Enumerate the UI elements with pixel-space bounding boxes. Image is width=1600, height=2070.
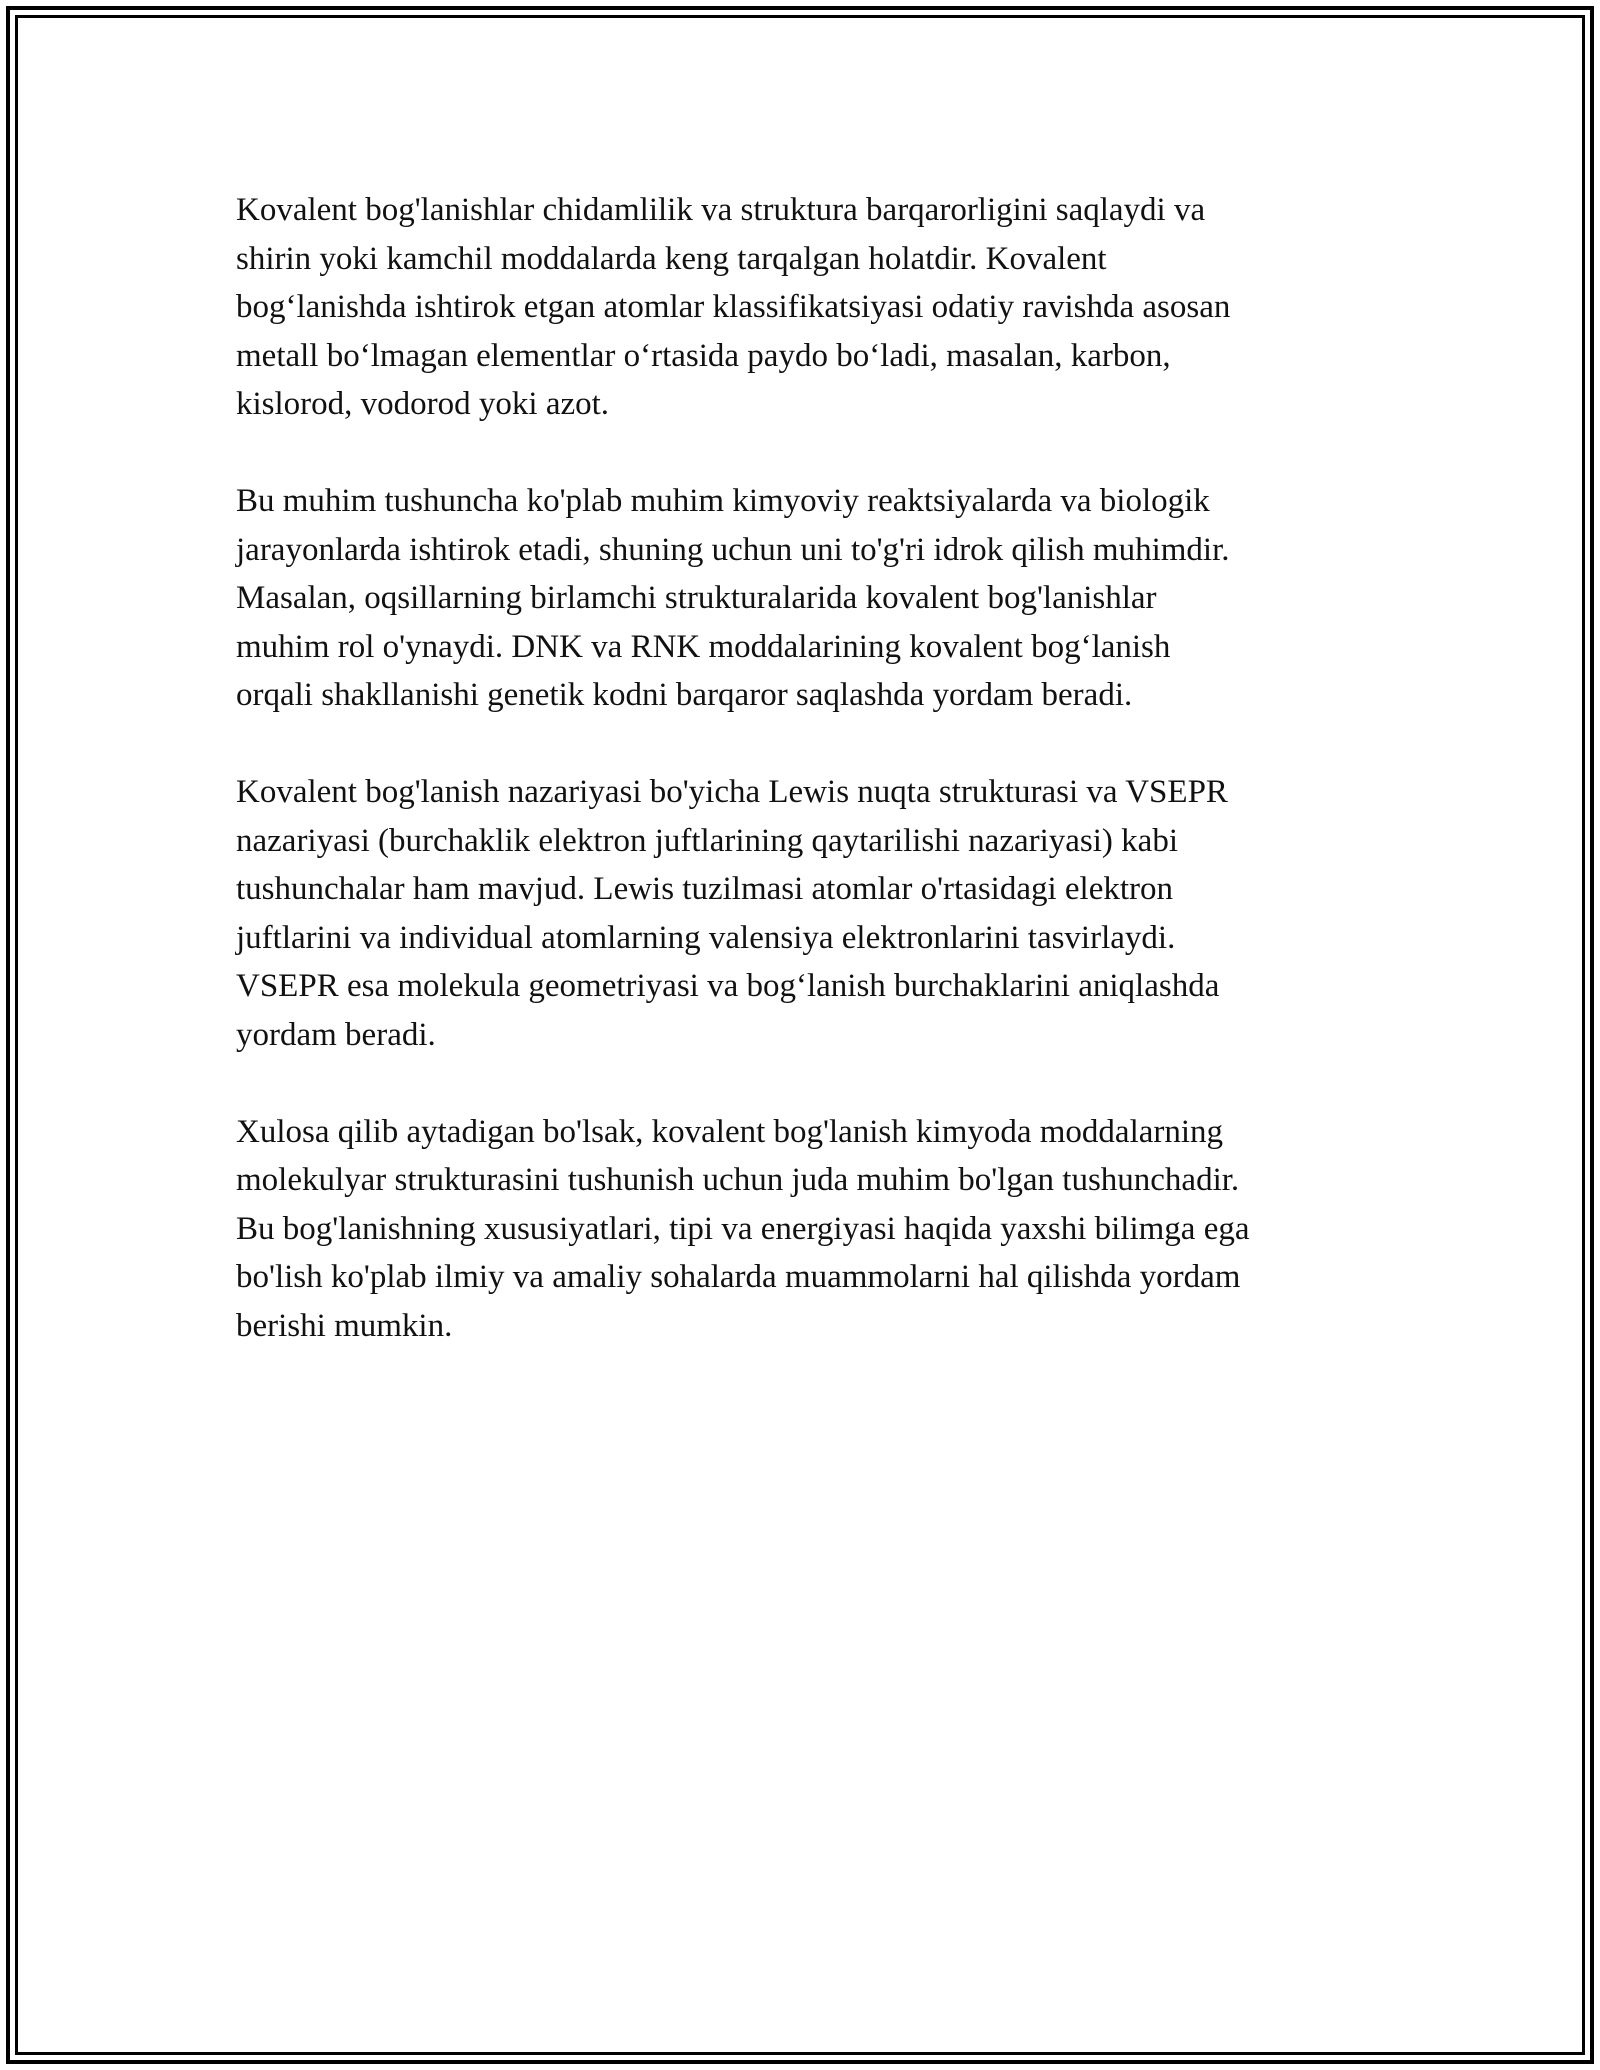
paragraph-line: jarayonlarda ishtirok etadi, shuning uchun uni to'g'ri idrok qilish muhimdir. (236, 531, 1230, 568)
paragraph-line: Kovalent bog'lanish nazariyasi bo'yicha Lewis nuqta strukturasi va VSEPR (236, 774, 1228, 810)
paragraph-line: orqali shakllanishi genetik kodni barqaror saqlashda yordam beradi. (236, 677, 1133, 713)
paragraph-line: Masalan, oqsillarning birlamchi strukturalarida kovalent bog'lanishlar (236, 580, 1157, 616)
paragraph-3 (236, 768, 1376, 1059)
paragraph-2 (236, 477, 1376, 720)
document-body (236, 186, 1376, 1399)
paragraph-line: Xulosa qilib aytadigan bo'lsak, kovalent bog'lanish kimyoda moddalarning (236, 1113, 1224, 1150)
paragraph-line: bog‘lanishda ishtirok etgan atomlar klassifikatsiyasi odatiy ravishda asosan (236, 289, 1231, 325)
paragraph-line: juftlarini va individual atomlarning valensiya elektronlarini tasvirlaydi. (236, 919, 1176, 956)
paragraph-line: nazariyasi (burchaklik elektron juftlarining qaytarilishi nazariyasi) kabi (236, 822, 1178, 859)
paragraph-line: shirin yoki kamchil moddalarda keng tarqalgan holatdir. Kovalent (236, 240, 1107, 277)
paragraph-line: Bu muhim tushuncha ko'plab muhim kimyoviy reaktsiyalarda va biologik (236, 483, 1210, 519)
paragraph-line: berishi mumkin. (236, 1307, 453, 1344)
paragraph-4 (236, 1108, 1376, 1351)
paragraph-line: kislorod, vodorod yoki azot. (236, 386, 610, 422)
paragraph-line: muhim rol o'ynaydi. DNK va RNK moddalarining kovalent bog‘lanish (236, 628, 1171, 665)
paragraph-line: Bu bog'lanishning xususiyatlari, tipi va energiyasi haqida yaxshi bilimga ega (236, 1210, 1250, 1247)
paragraph-line: Kovalent bog'lanishlar chidamlilik va struktura barqarorligini saqlaydi va (236, 192, 1206, 228)
paragraph-line: yordam beradi. (236, 1016, 436, 1053)
paragraph-line: metall bo‘lmagan elementlar o‘rtasida paydo bo‘ladi, masalan, karbon, (236, 337, 1171, 374)
paragraph-line: VSEPR esa molekula geometriyasi va bog‘lanish burchaklarini aniqlashda (236, 968, 1220, 1004)
paragraph-1 (236, 186, 1376, 429)
paragraph-line: bo'lish ko'plab ilmiy va amaliy sohalarda muammolarni hal qilishda yordam (236, 1259, 1241, 1295)
paragraph-line: molekulyar strukturasini tushunish uchun juda muhim bo'lgan tushunchadir. (236, 1162, 1240, 1198)
paragraph-line: tushunchalar ham mavjud. Lewis tuzilmasi atomlar o'rtasidagi elektron (236, 871, 1174, 907)
